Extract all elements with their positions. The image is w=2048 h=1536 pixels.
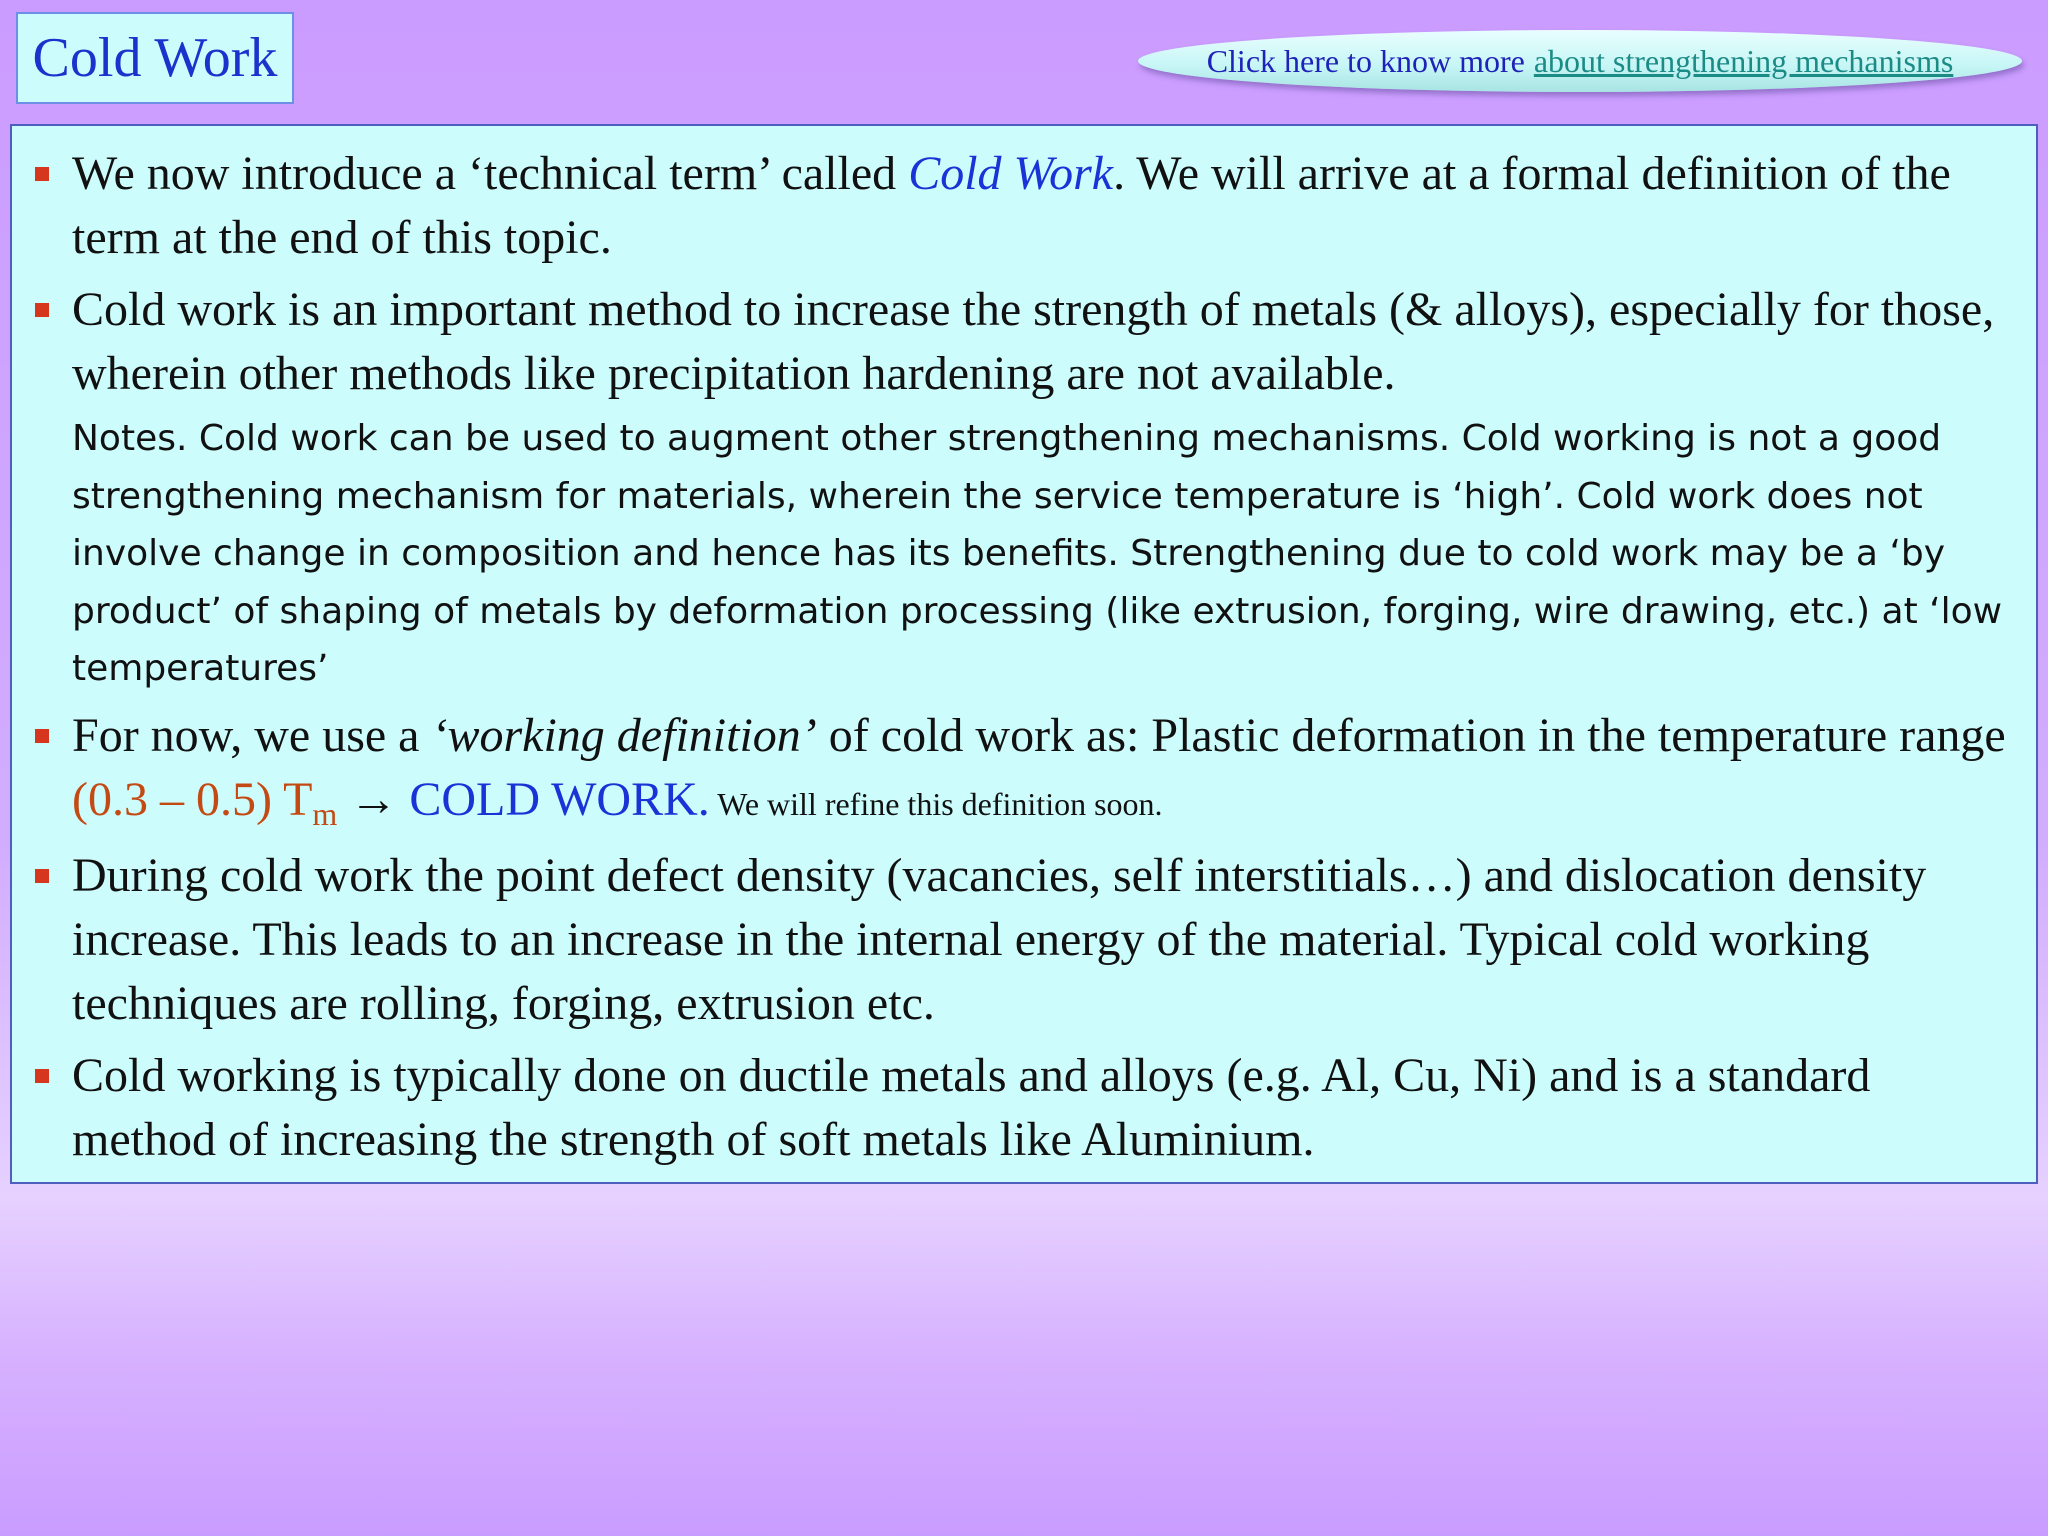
bullet-5-text: Cold working is typically done on ductile metals and alloys (e.g. Al, Cu, Ni) and is a standard method of increasing the strength of soft metals like Aluminium. [72,1048,1871,1166]
melting-point-subscript: m [312,795,338,832]
link-lead-text: Click here to know more [1206,42,1525,79]
arrow-symbol: → [337,772,410,826]
bullet-3-text-a: For now, we use a [72,708,432,762]
bullet-item-cold-work-term [72,142,2012,270]
bullet-3-emphasis: ‘working definition’ [431,708,817,762]
strengthening-mechanisms-link[interactable]: about strengthening mechanisms [1533,42,1954,79]
bullet-item-working-definition [72,704,2012,836]
bullet-1-text-a: We now introduce a ‘technical term’ called [72,147,909,200]
bullet-item-ductile-metals [72,1044,2012,1172]
bullet-1-emphasis: Cold Work [908,147,1114,200]
temperature-range [72,772,338,832]
bullet-3-text-b: of cold work as: Plastic deformation in the temperature range [816,708,2006,762]
strengthening-mechanisms-link-button[interactable] [1138,30,2022,92]
bullet-item-cold-work-method [72,278,2012,406]
bullet-4-text: During cold work the point defect density (vacancies, self interstitials…) and dislocation density increase. This leads to an increase in the internal energy of the material. Typical cold working techniques are rolling, forging, extrusion etc. [72,848,1927,1030]
bullet-2-text: Cold work is an important method to increase the strength of metals (& alloys), especially for those, wherein other methods like precipitation hardening are not available. [72,283,1995,400]
bullet-item-defect-density [72,844,2012,1036]
temperature-range-value: (0.3 – 0.5) T [72,772,313,826]
slide-title: Cold Work [32,27,278,89]
refine-definition-note: We will refine this definition soon. [709,785,1163,822]
notes-paragraph: Notes. Cold work can be used to augment other strengthening mechanisms. Cold working is not a good strengthening mechanism for materials, wherein the service temperature is ‘high’. Cold work does not involve change in composition and hence has its benefits. Strengthening due to cold work may be a ‘by product’ of shaping of metals by deformation processing (like extrusion, forging, wire drawing, etc.) at ‘low temperatures’ [72,418,2003,689]
cold-work-term: COLD WORK. [409,772,710,826]
bullet-1-text-b: . We will arrive at a formal definition of the term at the end of this topic. [72,147,1951,264]
content-panel [10,124,2038,1184]
slide-title-box [16,12,294,104]
